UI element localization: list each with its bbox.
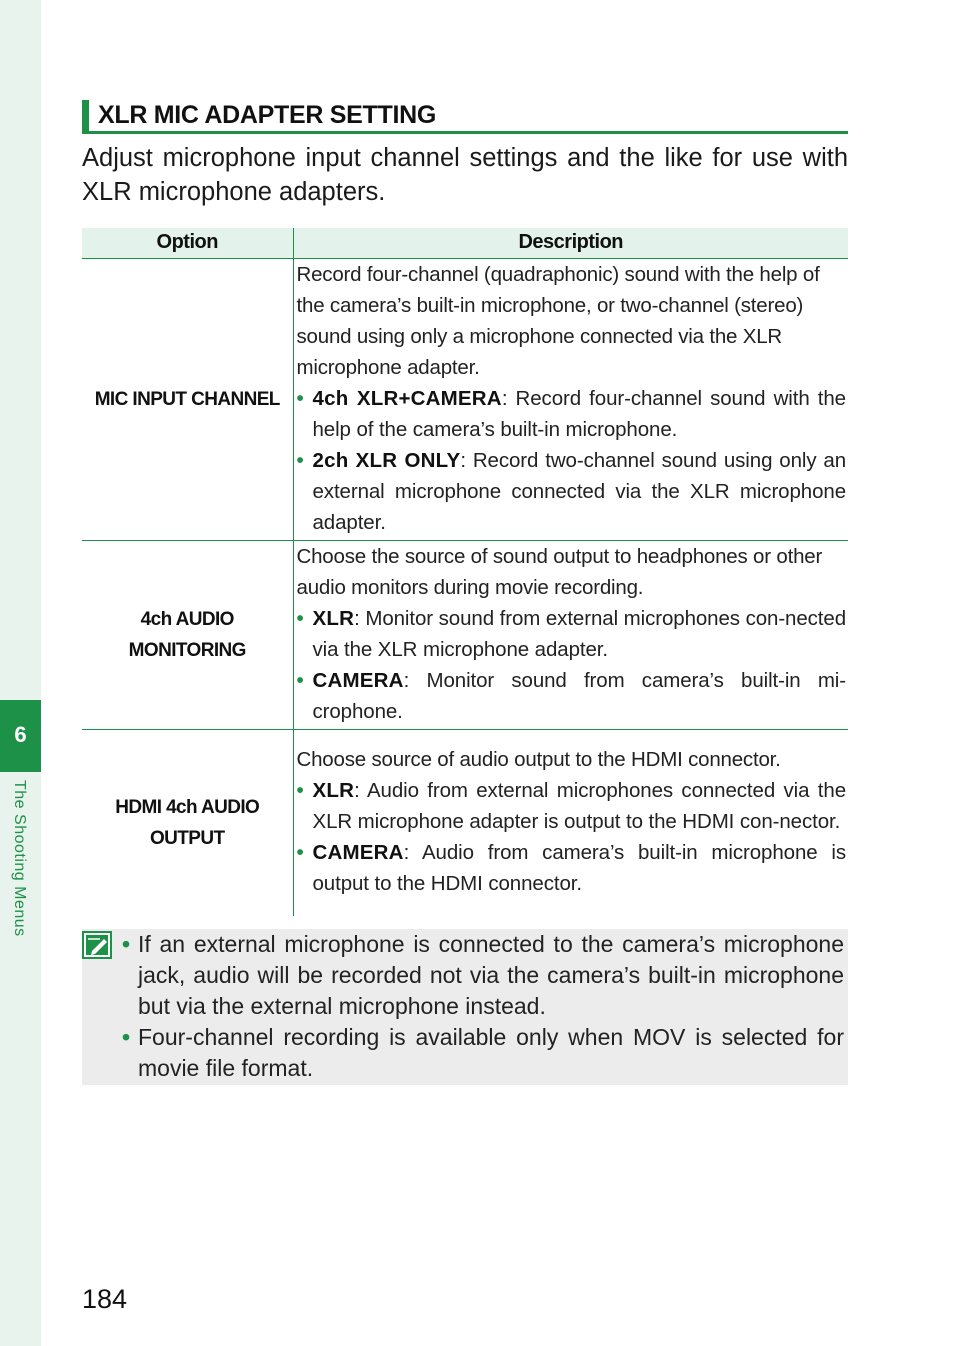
table-header-row [82,228,848,258]
note-text: If an external microphone is connected to the camera’s microphone jack, audio will be recorded not via the camera’s built-in microphone but via the external microphone instead. [138,931,844,1019]
list-item [297,775,847,837]
description-lead: Record four-channel (quadraphonic) sound with the help of the camera’s built-in microphone, or two-channel (stereo) sound using only a microphone connected via the XLR microphone adapter. [296,262,820,379]
bullet-icon: • [296,779,304,803]
description-cell [293,729,848,916]
section-heading [82,100,848,134]
option-term-text: : Record four-channel sound with the help of the camera’s built-in microphone. [312,386,846,441]
description-cell [293,540,848,729]
option-label-line1: HDMI 4ch AUDIO [115,796,260,818]
description-lead: Choose source of audio output to the HDMI connector. [296,748,781,772]
bullet-icon: • [296,386,304,410]
table-row [82,729,848,916]
option-term: 4ch XLR+CAMERA [312,386,502,410]
page-number: 184 [82,1284,128,1314]
bullet-icon: • [296,448,304,472]
list-item [297,603,847,665]
option-term: CAMERA [312,841,404,865]
option-label-line2: OUTPUT [149,827,225,849]
option-term: CAMERA [312,668,404,692]
bullet-icon: • [122,931,131,957]
description-cell [293,258,848,540]
note-box [82,929,848,1085]
heading-accent-bar [82,100,89,131]
intro-paragraph: Adjust microphone input channel settings and the like for use with XLR microphone adapters. [82,144,848,206]
option-term-text: : Monitor sound from external microphones con-nected via the XLR microphone adapter. [312,606,846,661]
option-term: 2ch XLR ONLY [312,448,461,472]
side-strip [0,0,41,1346]
header-description: Description [293,228,848,258]
option-hdmi-4ch-audio-output [82,729,293,916]
bullet-icon: • [296,606,304,630]
table-row [82,540,848,729]
option-term-text: : Record two-channel sound using only an external microphone connected via the XLR microphone adapter. [312,448,847,534]
bullet-icon: • [296,668,304,692]
bullet-icon: • [296,841,304,865]
note-text: Four-channel recording is available only when MOV is selected for movie file format. [138,1024,844,1081]
options-table [82,228,848,916]
option-4ch-audio-monitoring: 4ch AUDIO MONITORING [82,540,293,729]
list-item [122,1022,844,1084]
bullet-icon: • [122,1024,131,1050]
option-term: XLR [312,779,355,803]
option-mic-input-channel: MIC INPUT CHANNEL [82,258,293,540]
option-term-text: : Audio from external microphones connected via the XLR microphone adapter is output to the HDMI con-nector. [312,779,846,834]
list-item [297,445,847,538]
note-pencil-icon [82,931,112,959]
list-item [122,929,844,1022]
chapter-label: The Shooting Menus [11,780,28,937]
list-item [297,665,847,727]
option-term-text: : Audio from camera’s built-in microphone is output to the HDMI connector. [312,841,846,896]
description-lead: Choose the source of sound output to headphones or other audio monitors during movie recording. [296,544,823,599]
list-item [297,837,847,899]
option-term: XLR [312,606,355,630]
section-title: XLR MIC ADAPTER SETTING [98,101,437,129]
chapter-number: 6 [14,722,27,747]
table-row [82,258,848,540]
header-option: Option [82,228,293,258]
option-term-text: : Monitor sound from camera’s built-in mi-crophone. [312,668,846,723]
note-list [122,929,844,1084]
list-item [297,383,847,445]
